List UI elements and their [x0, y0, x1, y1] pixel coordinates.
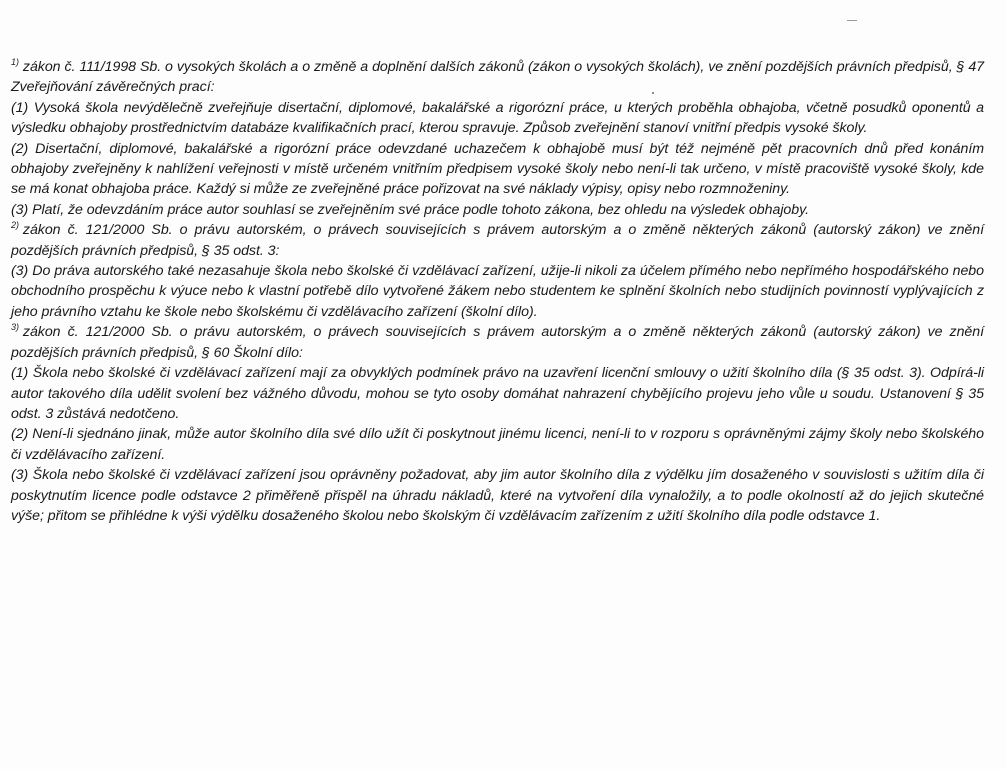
paragraph-text: zákon č. 121/2000 Sb. o právu autorském, o právech souvisejících s právem autorským a o změně některých zákonů (autorský zákon) ve znění pozdějších právních předpisů, § 60 Školní dílo:	[11, 324, 984, 361]
paragraph-text: (1) Vysoká škola nevýdělečně zveřejňuje disertační, diplomové, bakalářské a rigorózní práce, u kterých proběhla obhajoba, včetně posudků oponentů a výsledku obhajoby prostřednictvím databáze kvalifikačních prací, kterou spravuje. Způsob zveřejnění stanoví vnitřní předpis vysoké školy.	[11, 99, 984, 137]
footnote-marker: 3)	[11, 322, 19, 333]
scan-mark	[847, 20, 857, 21]
footnote-marker: 1)	[11, 57, 19, 67]
paragraph-text: (2) Není-li sjednáno jinak, může autor školního díla své dílo užít či poskytnout jinému licenci, není-li to v rozporu s oprávněnými zájmy školy nebo školského či vzdělávacího zařízení.	[11, 426, 984, 463]
footnote-3-clause-3	[11, 465, 984, 526]
footnote-1-clause-2	[11, 139, 984, 200]
paragraph-text: (1) Škola nebo školské či vzdělávací zařízení mají za obvyklých podmínek právo na uzavření licenční smlouvy o užití školního díla (§ 35 odst. 3). Odpírá-li autor takového díla udělit svolení bez vážného důvodu, mohou se tyto osoby domáhat nahrazení chybějícího projevu jeho vůle u soudu. Ustanovení § 35 odst. 3 zůstává nedotčeno.	[11, 365, 984, 422]
footnote-3-clause-2	[11, 424, 984, 465]
paragraph-text: zákon č. 111/1998 Sb. o vysokých školách a o změně a doplnění dalších zákonů (zákon o vysokých školách), ve znění pozdějších právních předpisů, § 47 Zveřejňování závěrečných prací:	[11, 59, 984, 96]
paragraph-text: (3) Platí, že odevzdáním práce autor souhlasí se zveřejněním své práce podle tohoto zákona, bez ohledu na výsledek obhajoby.	[11, 201, 809, 218]
paragraph-text: (2) Disertační, diplomové, bakalářské a rigorózní práce odevzdané uchazečem k obhajobě musí být též nejméně pět pracovních dnů před konáním obhajoby zveřejněny k nahlížení veřejnosti v místě určeném vnitřním předpisem vysoké školy nebo není-li tak určeno, v místě pracoviště vysoké školy, kde se má konat obhajoba práce. Každý si může ze zveřejněné práce pořizovat na své náklady výpisy, opisy nebo rozmnoženiny.	[11, 140, 984, 198]
footnotes-text	[11, 57, 984, 526]
footnote-2-heading	[11, 220, 984, 261]
paragraph-text: (3) Do práva autorského také nezasahuje škola nebo školské či vzdělávací zařízení, užije-li nikoli za účelem přímého nebo nepřímého hospodářského nebo obchodního prospěchu k výuce nebo k vlastní potřebě dílo vytvořené žákem nebo studentem ke splnění školních nebo studijních povinností vyplývajících z jeho právního vztahu ke škole nebo školskému či vzdělávacího zařízení (školní dílo).	[11, 263, 984, 320]
paragraph-text: zákon č. 121/2000 Sb. o právu autorském, o právech souvisejících s právem autorským a o změně některých zákonů (autorský zákon) ve znění pozdějších právních předpisů, § 35 odst. 3:	[11, 222, 984, 259]
footnote-1-heading	[11, 57, 984, 98]
footnote-1-clause-3	[11, 200, 984, 220]
footnote-3-heading	[11, 322, 984, 363]
footnote-1-clause-1	[11, 98, 984, 139]
footnote-marker: 2)	[11, 220, 19, 231]
footnote-2-clause-3	[11, 261, 984, 322]
paragraph-text: (3) Škola nebo školské či vzdělávací zařízení jsou oprávněny požadovat, aby jim autor školního díla z výdělku jím dosaženého v souvislosti s užitím díla či poskytnutím licence podle odstavce 2 přiměřeně přispěl na úhradu nákladů, které na vytvoření díla vynaložily, a to podle okolností až do jejich skutečné výše; přitom se přihlédne k výši výdělku dosaženého školou nebo školským či vzdělávacím zařízením z užití školního díla podle odstavce 1.	[11, 467, 984, 524]
footnote-3-clause-1	[11, 363, 984, 424]
